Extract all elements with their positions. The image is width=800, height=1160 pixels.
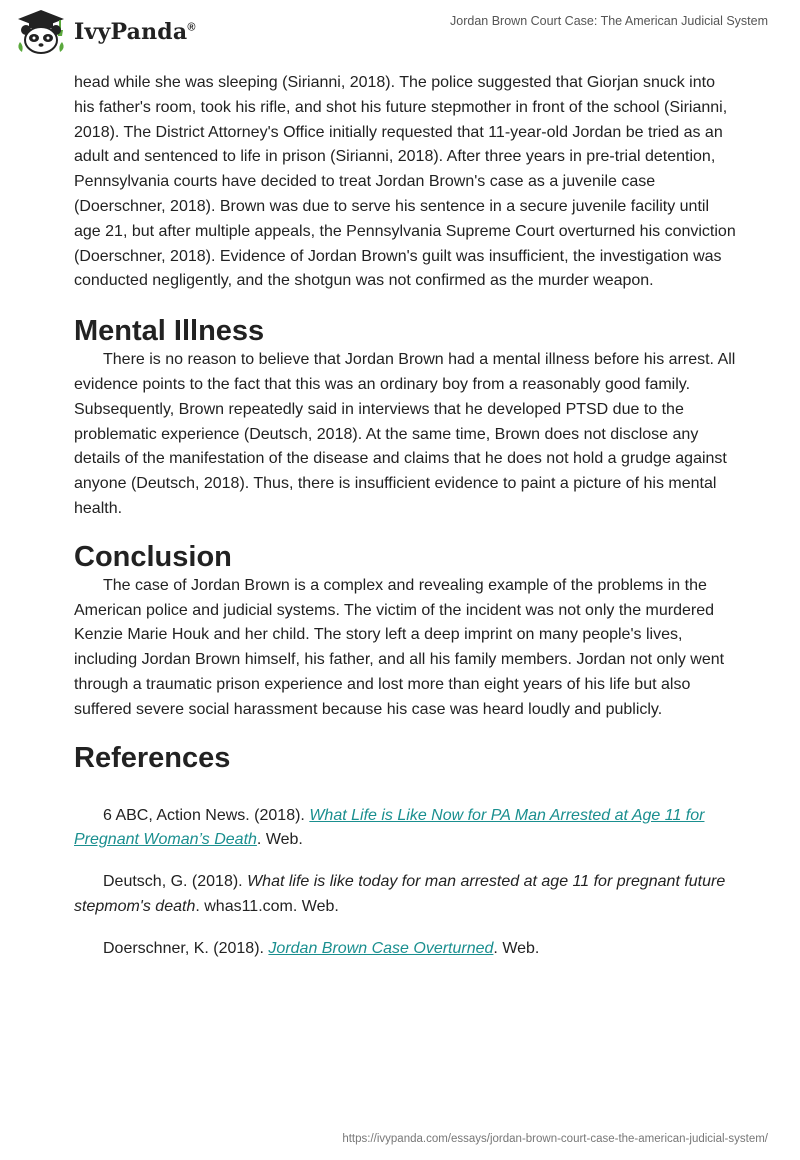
- references-list: [74, 804, 736, 962]
- intro-paragraph: head while she was sleeping (Sirianni, 2018). The police suggested that Giorjan snuck into his father's room, took his rifle, and shot his future stepmother in front of the school (Sirianni, 2018). The District Attorney's Office initially requested that 11-year-old Jordan be tried as an adult and sentenced to life in prison (Sirianni, 2018). After three years in pre-trial detention, Pennsylvania courts have decided to treat Jordan Brown's case as a juvenile case (Doerschner, 2018). Brown was due to serve his sentence in a secure juvenile facility until age 21, but after multiple appeals, the Pennsylvania Supreme Court overturned his conviction (Doerschner, 2018). Evidence of Jordan Brown's guilt was insufficient, the investigation was conducted negligently, and the shotgun was not confirmed as the murder weapon.: [74, 74, 736, 290]
- section-heading-mental-illness: Mental Illness: [74, 315, 265, 348]
- section-heading-references: References: [74, 741, 231, 774]
- essay-body: [74, 71, 736, 962]
- reference-suffix: . whas11.com. Web.: [195, 897, 339, 915]
- reference-author: Deutsch, G. (2018).: [103, 873, 248, 891]
- panda-graduation-cap-icon: [14, 8, 68, 56]
- page-header: [0, 0, 800, 66]
- registered-mark: ®: [187, 21, 196, 34]
- reference-author: 6 ABC, Action News. (2018).: [103, 806, 310, 824]
- brand-name-text: IvyPanda: [74, 19, 188, 45]
- reference-suffix: . Web.: [256, 831, 303, 849]
- reference-link[interactable]: Jordan Brown Case Overturned: [268, 939, 494, 957]
- reference-link[interactable]: What Life is Like Now for PA Man Arrested at Age 11 for Pregnant Woman’s Death: [74, 806, 705, 849]
- document-title: Jordan Brown Court Case: The American Judicial System: [450, 14, 768, 28]
- reference-suffix: . Web.: [493, 939, 540, 957]
- brand-name: [74, 19, 196, 45]
- brand-logo[interactable]: [14, 8, 196, 56]
- reference-item: [74, 937, 736, 962]
- conclusion-paragraph: The case of Jordan Brown is a complex and revealing example of the problems in the American police and judicial systems. The victim of the incident was not only the murdered Kenzie Marie Houk and her child. The story left a deep imprint on many people's lives, including Jordan Brown himself, his father, and all his family members. Jordan not only went through a traumatic prison experience and lost more than eight years of his life but also suffered severe social harassment because his case was heard loudly and publicly.: [74, 576, 725, 718]
- reference-item: [74, 804, 736, 854]
- section-heading-conclusion: Conclusion: [74, 540, 232, 573]
- reference-item: [74, 870, 736, 920]
- reference-author: Doerschner, K. (2018).: [103, 939, 269, 957]
- mental-illness-paragraph: There is no reason to believe that Jordan Brown had a mental illness before his arrest. All evidence points to the fact that this was an ordinary boy from a reasonably good family. Subsequently, Brown repeatedly said in interviews that he developed PTSD due to the problematic experience (Deutsch, 2018). At the same time, Brown does not disclose any details of the manifestation of the disease and claims that he does not hold a grudge against anyone (Deutsch, 2018). Thus, there is insufficient evidence to paint a picture of his mental health.: [74, 351, 736, 517]
- footer-source-url: https://ivypanda.com/essays/jordan-brown-court-case-the-american-judicial-system/: [342, 1133, 768, 1145]
- reference-title: What life is like today for man arrested at age 11 for pregnant future stepmom's death: [74, 873, 726, 915]
